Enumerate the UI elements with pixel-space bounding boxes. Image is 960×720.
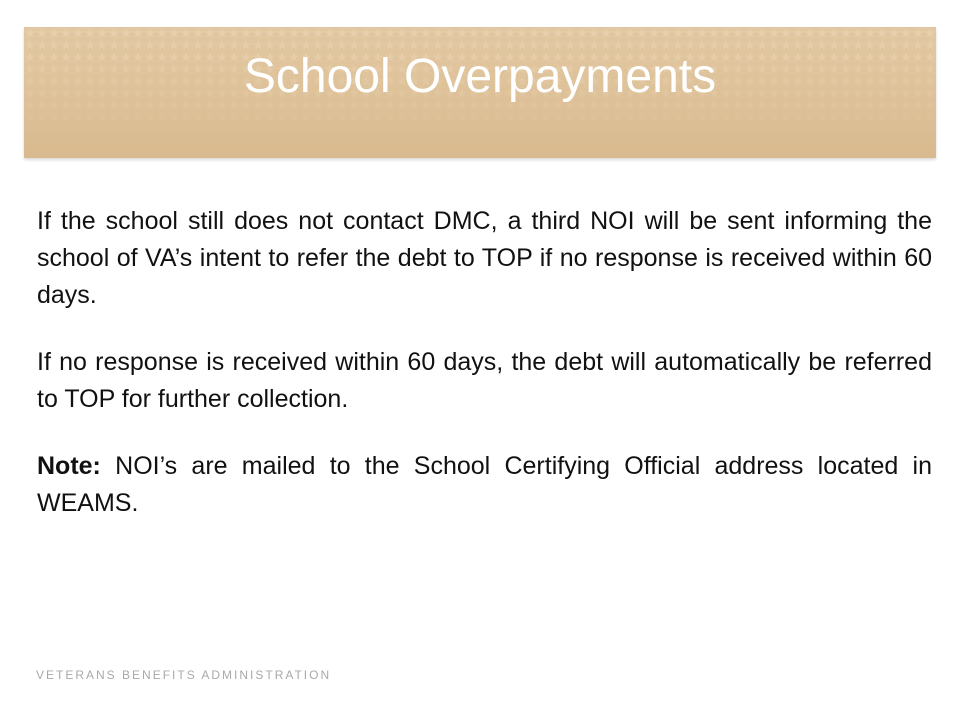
note-text: NOI’s are mailed to the School Certifying Official address located in WEAMS.	[37, 452, 932, 517]
paragraph-third-noi: If the school still does not contact DMC, a third NOI will be sent informing the school of VA’s intent to refer the debt to TOP if no response is received within 60 days.	[37, 207, 932, 309]
note-paragraph	[37, 448, 932, 522]
paragraph-spacer	[37, 314, 932, 344]
note-label: Note:	[37, 452, 101, 480]
footer-agency-name: VETERANS BENEFITS ADMINISTRATION	[36, 668, 332, 682]
paragraph-referral: If no response is received within 60 days, the debt will automatically be referred to TOP for further collection.	[37, 348, 932, 413]
slide-body	[37, 203, 932, 522]
slide-title: School Overpayments	[243, 50, 717, 103]
paragraph-spacer	[37, 418, 932, 448]
